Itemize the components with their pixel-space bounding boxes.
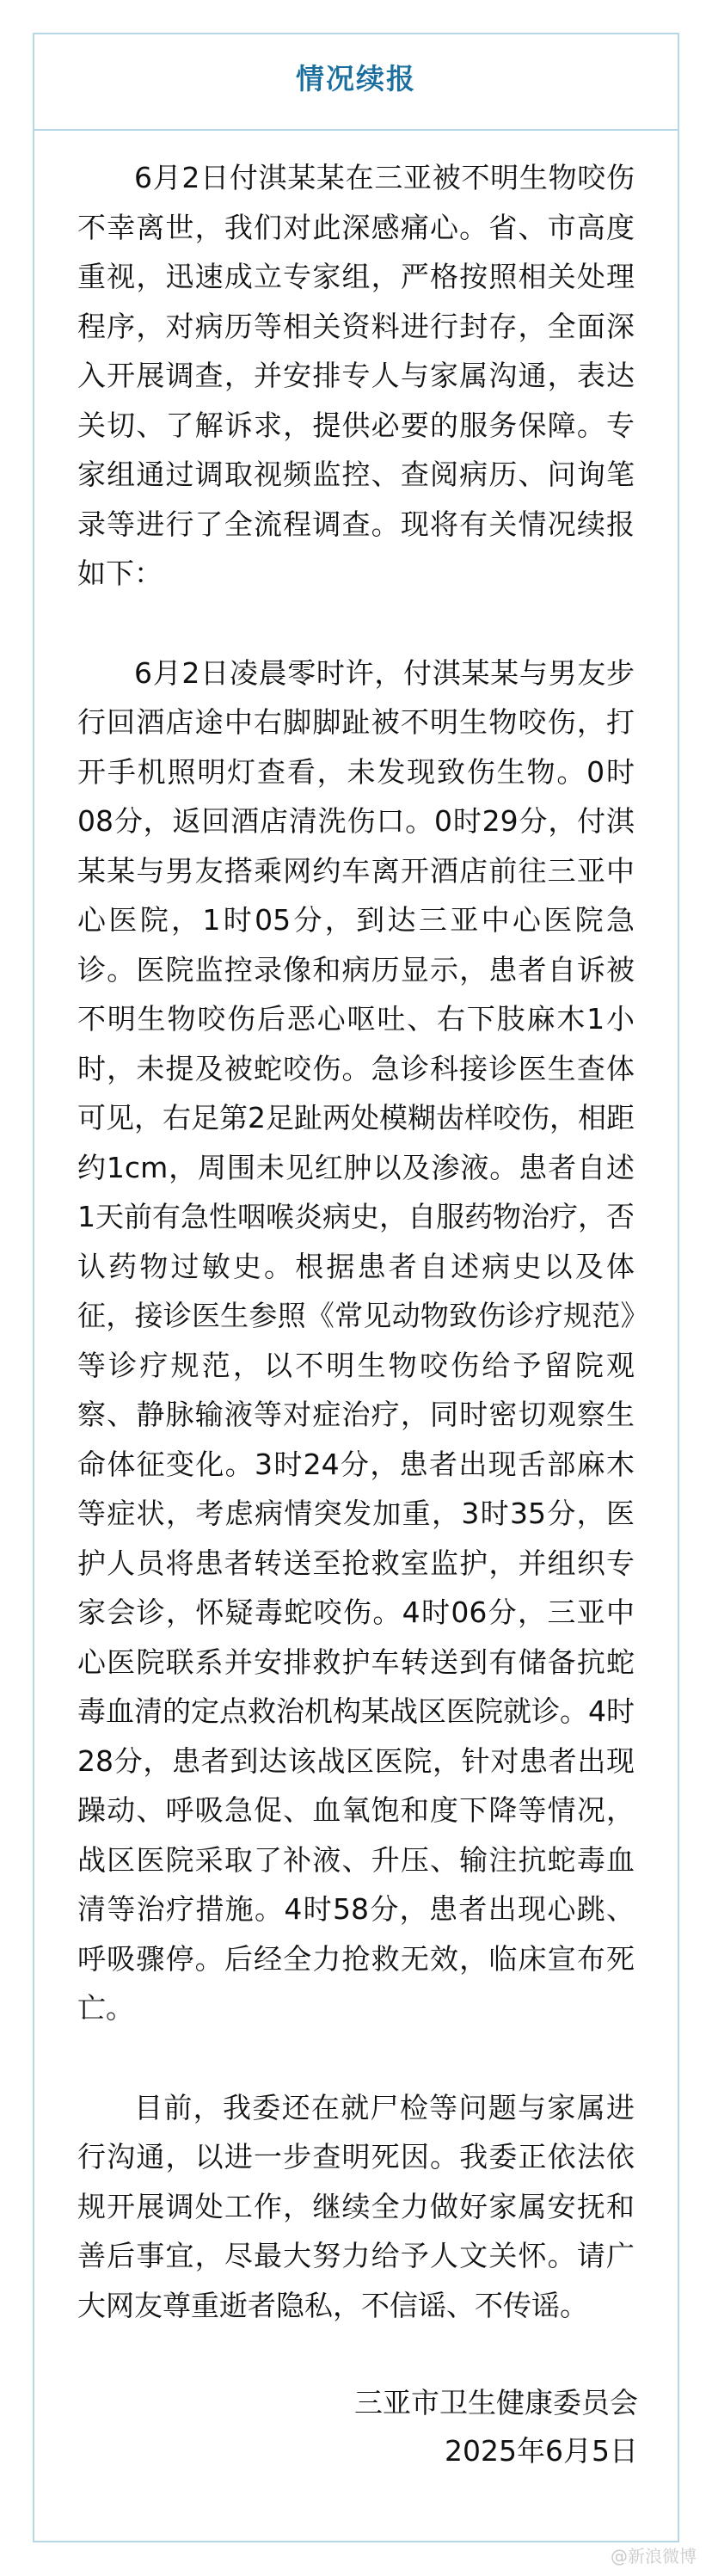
paragraph-timeline: 6月2日凌晨零时许，付淇某某与男友步行回酒店途中右脚脚趾被不明生物咬伤，打开手机照明灯查看，未发现致伤生物。0时08分，返回酒店清洗伤口。0时29分，付淇某某与男友搭乘网约车离开酒店前往三亚中心医院，1时05分，到达三亚中心医院急诊。医院监控录像和病历显示，患者自诉被不明生物咬伤后恶心呕吐、右下肢麻木1小时，未提及被蛇咬伤。急诊科接诊医生查体可见，右足第2足趾两处模糊齿样咬伤，相距约1cm，周围未见红肿以及渗液。患者自述1天前有急性咽喉炎病史，自服药物治疗，否认药物过敏史。根据患者自述病史以及体征，接诊医生参照《常见动物致伤诊疗规范》等诊疗规范，以不明生物咬伤给予留院观察、静脉输液等对症治疗，同时密切观察生命体征变化。3时24分，患者出现舌部麻木等症状，考虑病情突发加重，3时35分，医护人员将患者转送至抢救室监护，并组织专家会诊，怀疑毒蛇咬伤。4时06分，三亚中心医院联系并安排救护车转送到有储备抗蛇毒血清的定点救治机构某战区医院就诊。4时28分，患者到达该战区医院，针对患者出现躁动、呼吸急促、血氧饱和度下降等情况，战区医院采取了补液、升压、输注抗蛇毒血清等治疗措施。4时58分，患者出现心跳、呼吸骤停。后经全力抢救无效，临床宣布死亡。: [77, 655, 635, 2025]
paragraph-intro: 6月2日付淇某某在三亚被不明生物咬伤不幸离世，我们对此深感痛心。省、市高度重视，迅速成立专家组，严格按照相关处理程序，对病历等相关资料进行封存，全面深入开展调查，并安排专人与家属沟通，表达关切、了解诉求，提供必要的服务保障。专家组通过调取视频监控、查阅病历、问询笔录等进行了全流程调查。现将有关情况续报如下：: [77, 161, 635, 590]
title-divider: [34, 129, 678, 131]
signature-organization: 三亚市卫生健康委员会: [354, 2386, 638, 2419]
watermark-text: @新浪微博: [611, 2546, 697, 2567]
notice-title: 情况续报: [296, 62, 416, 95]
signature-block: [354, 2379, 638, 2475]
notice-body: [77, 153, 635, 2330]
notice-frame: [33, 33, 679, 2542]
signature-date: 2025年6月5日: [445, 2434, 638, 2468]
paragraph-closing: 目前，我委还在就尸检等问题与家属进行沟通，以进一步查明死因。我委正依法依规开展调处工作，继续全力做好家属安抚和善后事宜，尽最大努力给予人文关怀。请广大网友尊重逝者隐私，不信谣、不传谣。: [77, 2090, 635, 2322]
